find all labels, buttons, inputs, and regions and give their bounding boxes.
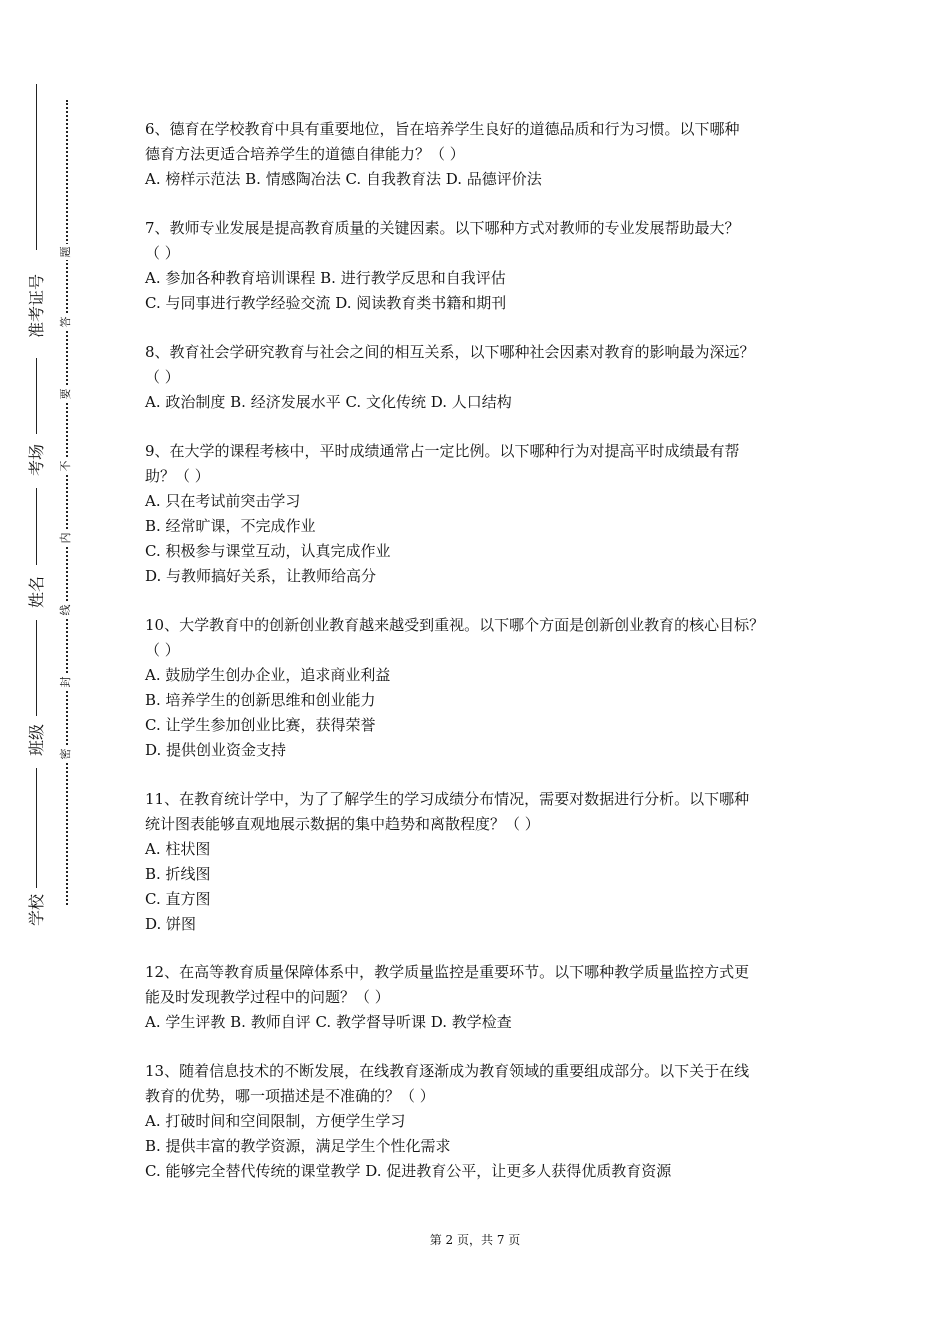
option-c-d: C. 能够完全替代传统的课堂教学 D. 促进教育公平，让更多人获得优质教育资源 (145, 1162, 672, 1180)
seal-dotted-line (66, 100, 68, 905)
option-a: A. 柱状图 (145, 840, 211, 858)
question-13 (145, 1059, 835, 1184)
question-options: A. 榜样示范法 B. 情感陶冶法 C. 自我教育法 D. 品德评价法 (145, 170, 542, 188)
option-d: D. 提供创业资金支持 (145, 741, 287, 759)
question-stem: 德育方法更适合培养学生的道德自律能力？（ ） (145, 145, 465, 163)
question-stem: 能及时发现教学过程中的问题？（ ） (145, 988, 390, 1006)
question-11 (145, 787, 835, 937)
question-stem: 6、德育在学校教育中具有重要地位，旨在培养学生良好的道德品质和行为习惯。以下哪种 (145, 120, 740, 138)
question-stem: 教育的优势，哪一项描述是不准确的？（ ） (145, 1087, 435, 1105)
question-options: A. 学生评教 B. 教师自评 C. 教学督导听课 D. 教学检查 (145, 1013, 512, 1031)
seal-char: 不 (58, 458, 74, 474)
question-9 (145, 439, 835, 589)
option-b: B. 折线图 (145, 865, 211, 883)
question-7 (145, 216, 835, 316)
question-stem: 助？（ ） (145, 467, 210, 485)
seal-char: 题 (58, 244, 74, 260)
answer-bracket: （ ） (145, 244, 180, 262)
question-stem: 9、在大学的课程考核中，平时成绩通常占一定比例。以下哪种行为对提高平时成绩最有帮 (145, 442, 740, 460)
question-stem: 统计图表能够直观地展示数据的集中趋势和离散程度？（ ） (145, 815, 540, 833)
option-a: A. 只在考试前突击学习 (145, 492, 301, 510)
question-list (145, 117, 835, 1208)
question-stem: 10、大学教育中的创新创业教育越来越受到重视。以下哪个方面是创新创业教育的核心目标？ (145, 616, 765, 634)
class-label: 班级 (27, 723, 47, 757)
seal-char: 封 (58, 674, 74, 690)
seal-char: 答 (58, 314, 74, 330)
class-line (36, 620, 37, 716)
answer-bracket: （ ） (145, 368, 180, 386)
option-c: C. 直方图 (145, 890, 211, 908)
option-a: A. 鼓励学生创办企业，追求商业利益 (145, 666, 391, 684)
exam-room-line (36, 358, 37, 434)
question-options: A. 政治制度 B. 经济发展水平 C. 文化传统 D. 人口结构 (145, 393, 512, 411)
answer-bracket: （ ） (145, 641, 180, 659)
option-c: C. 积极参与课堂互动，认真完成作业 (145, 542, 391, 560)
question-stem: 7、教师专业发展是提高教育质量的关键因素。以下哪种方式对教师的专业发展帮助最大？ (145, 219, 740, 237)
option-a: A. 打破时间和空间限制，方便学生学习 (145, 1112, 406, 1130)
question-stem: 12、在高等教育质量保障体系中，教学质量监控是重要环节。以下哪种教学质量监控方式更 (145, 963, 750, 981)
question-6 (145, 117, 835, 192)
name-label: 姓名 (27, 575, 47, 609)
question-options: A. 参加各种教育培训课程 B. 进行教学反思和自我评估 (145, 269, 506, 287)
name-line (36, 488, 37, 565)
option-b: B. 提供丰富的教学资源，满足学生个性化需求 (145, 1137, 451, 1155)
option-b: B. 经常旷课，不完成作业 (145, 517, 316, 535)
exam-room-label: 考场 (27, 443, 47, 477)
option-b: B. 培养学生的创新思维和创业能力 (145, 691, 376, 709)
seal-char: 线 (58, 602, 74, 618)
question-stem: 13、随着信息技术的不断发展，在线教育逐渐成为教育领域的重要组成部分。以下关于在线 (145, 1062, 750, 1080)
question-8 (145, 340, 835, 415)
school-label: 学校 (27, 893, 47, 927)
seal-char: 密 (58, 746, 74, 762)
question-options: C. 与同事进行教学经验交流 D. 阅读教育类书籍和期刊 (145, 294, 507, 312)
question-10 (145, 613, 835, 763)
exam-id-line (36, 84, 37, 250)
option-d: D. 饼图 (145, 915, 197, 933)
seal-char: 要 (58, 386, 74, 402)
school-line (36, 768, 37, 888)
seal-char: 内 (58, 530, 74, 546)
option-c: C. 让学生参加创业比赛，获得荣誉 (145, 716, 376, 734)
exam-id-label: 准考证号 (27, 273, 47, 339)
page-number: 第 2 页，共 7 页 (429, 1233, 521, 1247)
question-stem: 11、在教育统计学中，为了了解学生的学习成绩分布情况，需要对数据进行分析。以下哪种 (145, 790, 750, 808)
question-12 (145, 960, 835, 1035)
question-stem: 8、教育社会学研究教育与社会之间的相互关系，以下哪种社会因素对教育的影响最为深远？ (145, 343, 755, 361)
option-d: D. 与教师搞好关系，让教师给高分 (145, 567, 377, 585)
